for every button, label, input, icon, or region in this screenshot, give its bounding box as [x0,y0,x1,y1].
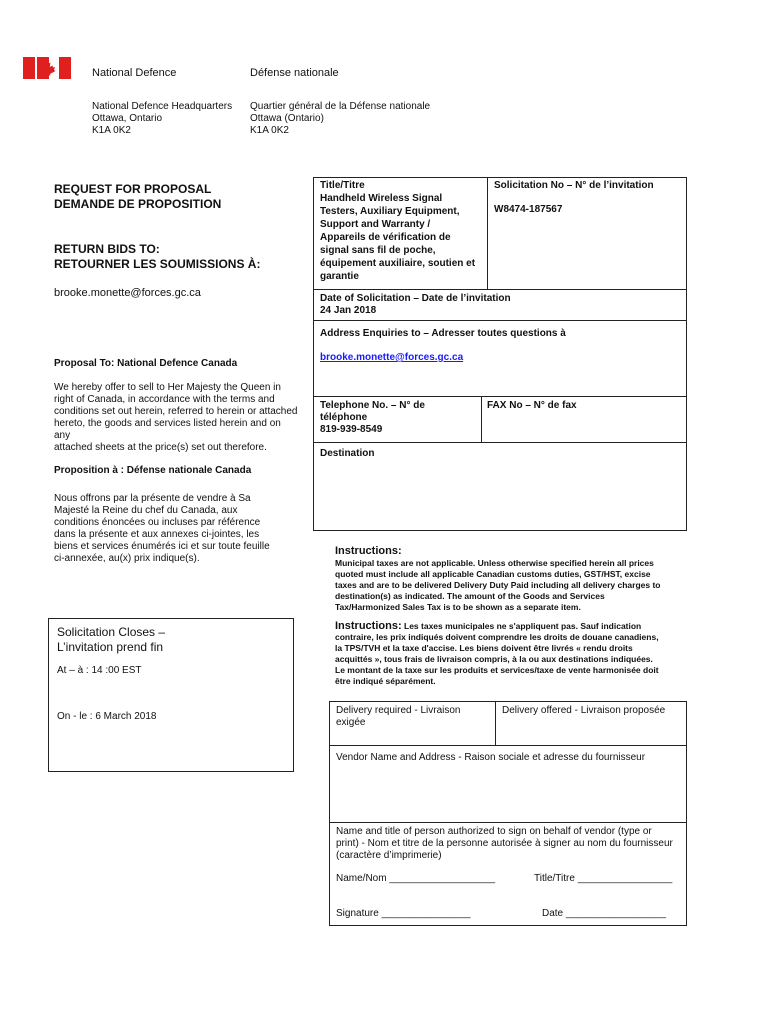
destination-label: Destination [320,448,375,459]
proposal-to-fr: Proposition à : Défense nationale Canada [54,465,252,476]
vendor-name-address-box[interactable] [329,745,687,823]
closes-time: At – à : 14 :00 EST [57,665,142,676]
department-name-en: National Defence [92,67,177,79]
divider [313,396,687,397]
department-address-fr: Quartier général de la Défense nationale Ottawa (Ontario) K1A 0K2 [250,101,431,136]
authorized-signer-box [329,822,687,926]
instructions-fr-block [335,621,665,687]
department-name-fr: Défense nationale [250,67,339,79]
proposal-to-en: Proposal To: National Defence Canada [54,358,238,369]
solicitation-closes-box [48,618,294,772]
address-enquiries-label: Address Enquiries to – Adresser toutes questions à [320,328,566,339]
department-address-en: National Defence Headquarters Ottawa, Ontario K1A 0K2 [92,101,233,136]
enquiries-email-link[interactable]: brooke.monette@forces.gc.ca [320,352,464,363]
date-of-solicitation-label: Date of Solicitation – Date de l’invitation [320,293,511,304]
closes-date: On - le : 6 March 2018 [57,711,157,722]
date-field[interactable]: Date __________________ [542,908,667,919]
date-of-solicitation: 24 Jan 2018 [320,305,377,316]
return-bids-heading: RETURN BIDS TO: RETOURNER LES SOUMISSIONS À: [54,242,261,271]
divider [313,289,687,290]
maple-leaf-icon [23,57,71,79]
offer-text-en: We hereby offer to sell to Her Majesty the Queen in right of Canada, in accordance with the terms and conditions set out herein, referred to herein or attached hereto, the goods and services listed herein and on any attached sheets at the price(s) set out therefore. [54,382,298,453]
fax-label: FAX No – N° de fax [487,400,577,411]
instructions-title-fr: Instructions: [335,620,402,632]
delivery-required-label: Delivery required - Livraison exigée [336,705,461,728]
title-field[interactable]: Title/Titre _________________ [534,873,673,884]
instructions-text-en: Municipal taxes are not applicable. Unless otherwise specified herein all prices quoted must include all applicable Canadian customs duties, GST/HST, excise taxes and are to be delivered Delivery Duty Paid including all delivery charges to destination(s) as indicated. The amount of the Goods and Services Tax/Harmonized Sales Tax is to be shown as a separate item. [335,558,661,612]
rfp-title: REQUEST FOR PROPOSAL DEMANDE DE PROPOSITION [54,182,222,211]
divider [313,442,687,443]
telephone-label: Telephone No. – N° de téléphone [320,400,425,423]
delivery-offered-label: Delivery offered - Livraison proposée [502,705,666,716]
solicitation-no: W8474-187567 [494,204,563,215]
divider [481,396,482,442]
delivery-required-box[interactable] [329,701,496,746]
telephone-number: 819-939-8549 [320,424,383,435]
title-value: Handheld Wireless Signal Testers, Auxiliary Equipment, Support and Warranty / Appareils de vérification de signal sans fil de poche, équipement auxiliaire, soutien et garantie [320,193,476,282]
solicitation-no-label: Solicitation No – N° de l’invitation [494,180,654,191]
name-field[interactable]: Name/Nom ___________________ [336,873,496,884]
divider [487,177,488,290]
title-label: Title/Titre [320,180,365,191]
delivery-offered-box[interactable] [495,701,687,746]
instructions-title-en: Instructions: [335,545,402,557]
solicitation-closes-title: Solicitation Closes – L’invitation prend fin [57,625,166,654]
instructions-text-fr: Les taxes municipales ne s'appliquent pas. Sauf indication contraire, les prix indiqués doivent comprendre les droits de douane canadiens, la TPS/TVH et la taxe d'accise. Les biens doivent être livrés « rendu droits acquittés », tous frais de livraison compris, à la ou aux destinations indiquées. Le montant de la taxe sur les produits et services/taxe de vente harmonisée doit être indiqué séparément. [335,621,659,686]
return-bids-email: brooke.monette@forces.gc.ca [54,287,201,299]
authorized-signer-label: Name and title of person authorized to sign on behalf of vendor (type or print) - Nom et titre de la personne autorisée à signer au nom du fournisseur (caractère d’imprimerie) [336,826,673,861]
vendor-label: Vendor Name and Address - Raison sociale et adresse du fournisseur [336,752,646,763]
signature-field[interactable]: Signature ________________ [336,908,471,919]
offer-text-fr: Nous offrons par la présente de vendre à Sa Majesté la Reine du chef du Canada, aux conditions énoncées ou incluses par référence dans la présente et aux annexes ci-jointes, les biens et services énumérés ici et sur toute feuille ci-annexée, au(x) prix indique(s). [54,493,270,564]
divider [313,320,687,321]
